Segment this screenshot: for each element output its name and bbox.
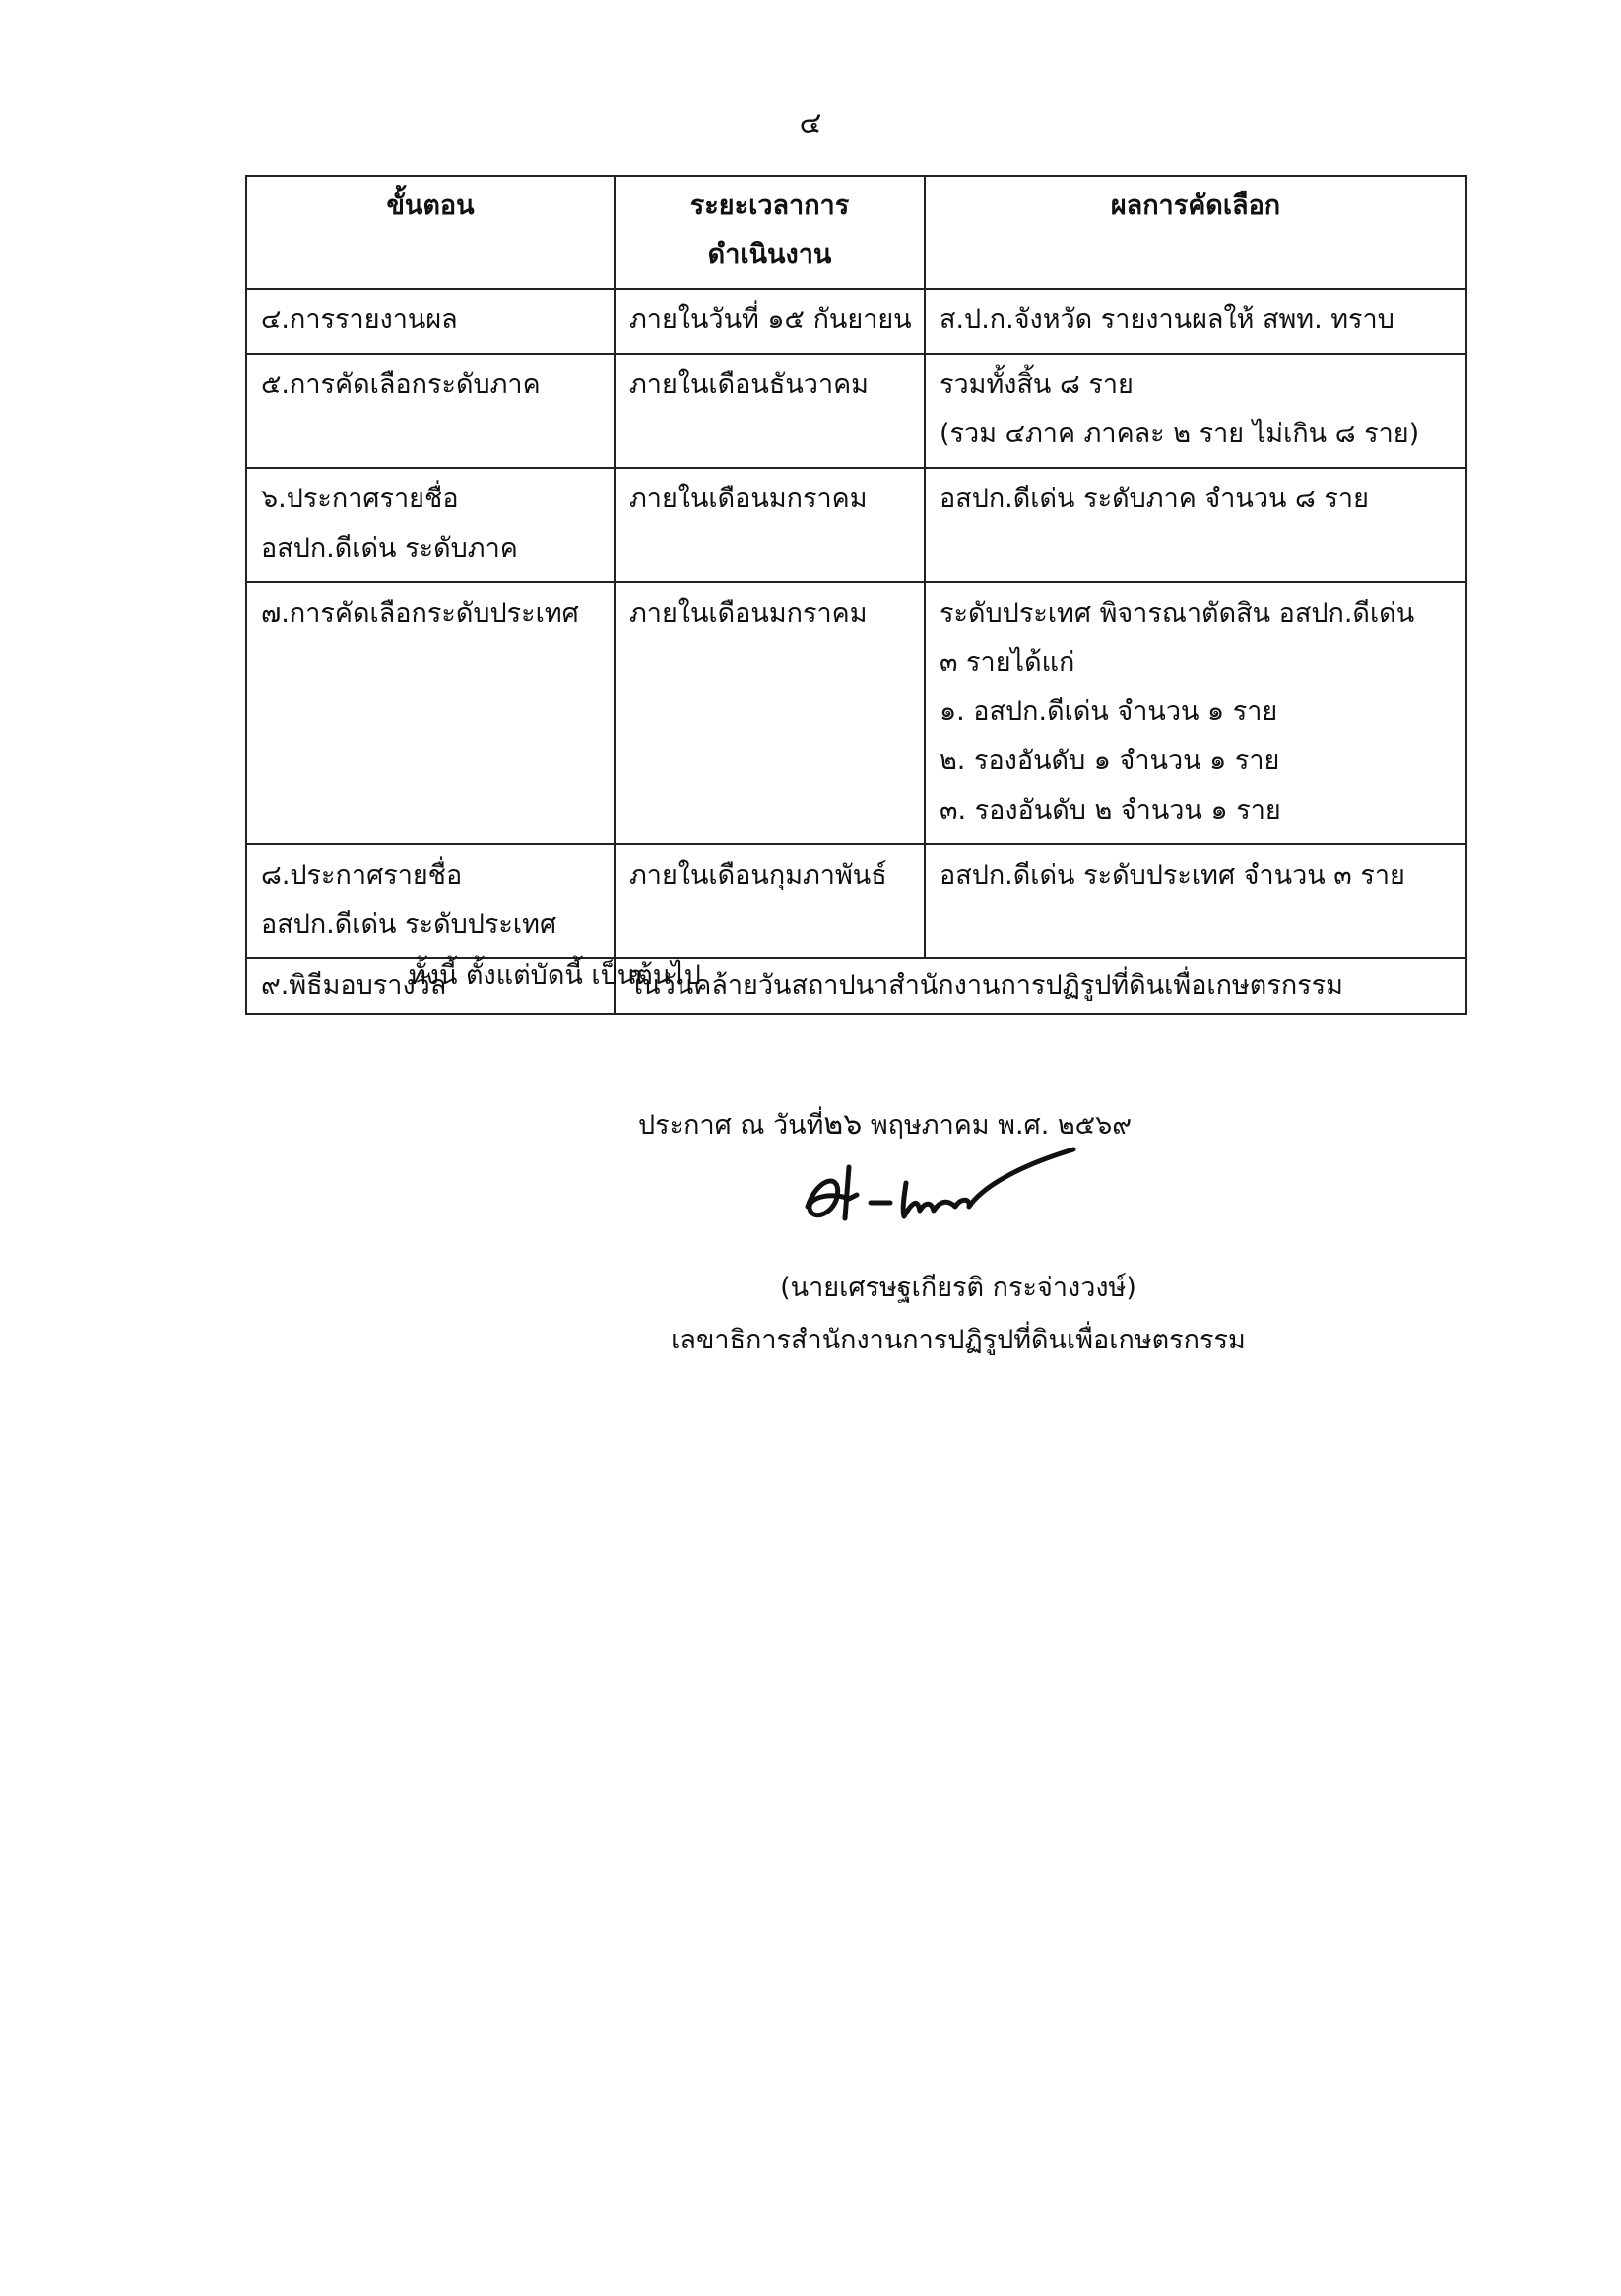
signer-name: (นายเศรษฐเกียรติ กระจ่างวงษ์)	[780, 1273, 1136, 1303]
period-cell: ภายในเดือนมกราคม	[615, 582, 925, 844]
result-cell: รวมทั้งสิ้น ๘ ราย (รวม ๔ภาค ภาคละ ๒ ราย ไม่เกิน ๘ ราย)	[925, 354, 1466, 468]
table-row	[246, 844, 1466, 958]
result-cell: ระดับประเทศ พิจารณาตัดสิน อสปก.ดีเด่น ๓ รายได้แก่ ๑. อสปก.ดีเด่น จำนวน ๑ ราย ๒. รองอันดับ ๑ จำนวน ๑ ราย ๓. รองอันดับ ๒ จำนวน ๑ ราย	[925, 582, 1466, 844]
announcement-day: ๒๖	[823, 1107, 863, 1142]
header-step: ขั้นตอน	[246, 176, 615, 289]
table-row	[246, 582, 1466, 844]
step-cell: ๗.การคัดเลือกระดับประเทศ	[246, 582, 615, 844]
closing-statement: ทั้งนี้ ตั้งแต่บัดนี้ เป็นต้นไป	[409, 960, 701, 991]
page-number: ๔	[799, 106, 822, 141]
header-period: ระยะเวลาการ ดำเนินงาน	[615, 176, 925, 289]
result-cell: อสปก.ดีเด่น ระดับประเทศ จำนวน ๓ ราย	[925, 844, 1466, 958]
step-cell: ๔.การรายงานผล	[246, 289, 615, 354]
step-cell: ๘.ประกาศรายชื่อ อสปก.ดีเด่น ระดับประเทศ	[246, 844, 615, 958]
table-header-row	[246, 176, 1466, 289]
step-cell: ๙.พิธีมอบรางวัล	[246, 958, 615, 1014]
merged-cell: ในวันคล้ายวันสถาปนาสำนักงานการปฏิรูปที่ดินเพื่อเกษตรกรรม	[615, 958, 1466, 1014]
table-row	[246, 468, 1466, 582]
signer-title: เลขาธิการสำนักงานการปฏิรูปที่ดินเพื่อเกษตรกรรม	[671, 1325, 1246, 1355]
announcement-prefix: ประกาศ ณ วันที่	[638, 1110, 824, 1141]
period-cell: ภายในเดือนกุมภาพันธ์	[615, 844, 925, 958]
step-cell: ๖.ประกาศรายชื่อ อสปก.ดีเด่น ระดับภาค	[246, 468, 615, 582]
schedule-table	[245, 175, 1467, 1015]
period-cell: ภายในเดือนมกราคม	[615, 468, 925, 582]
result-cell: ส.ป.ก.จังหวัด รายงานผลให้ สพท. ทราบ	[925, 289, 1466, 354]
period-cell: ภายในวันที่ ๑๕ กันยายน	[615, 289, 925, 354]
handwritten-signature	[788, 1138, 1083, 1246]
result-cell: อสปก.ดีเด่น ระดับภาค จำนวน ๘ ราย	[925, 468, 1466, 582]
period-cell: ภายในเดือนธันวาคม	[615, 354, 925, 468]
announcement-month-year: พฤษภาคม พ.ศ. ๒๕๖๙	[862, 1110, 1133, 1141]
header-result: ผลการคัดเลือก	[925, 176, 1466, 289]
table-row	[246, 289, 1466, 354]
table-row	[246, 354, 1466, 468]
step-cell: ๕.การคัดเลือกระดับภาค	[246, 354, 615, 468]
